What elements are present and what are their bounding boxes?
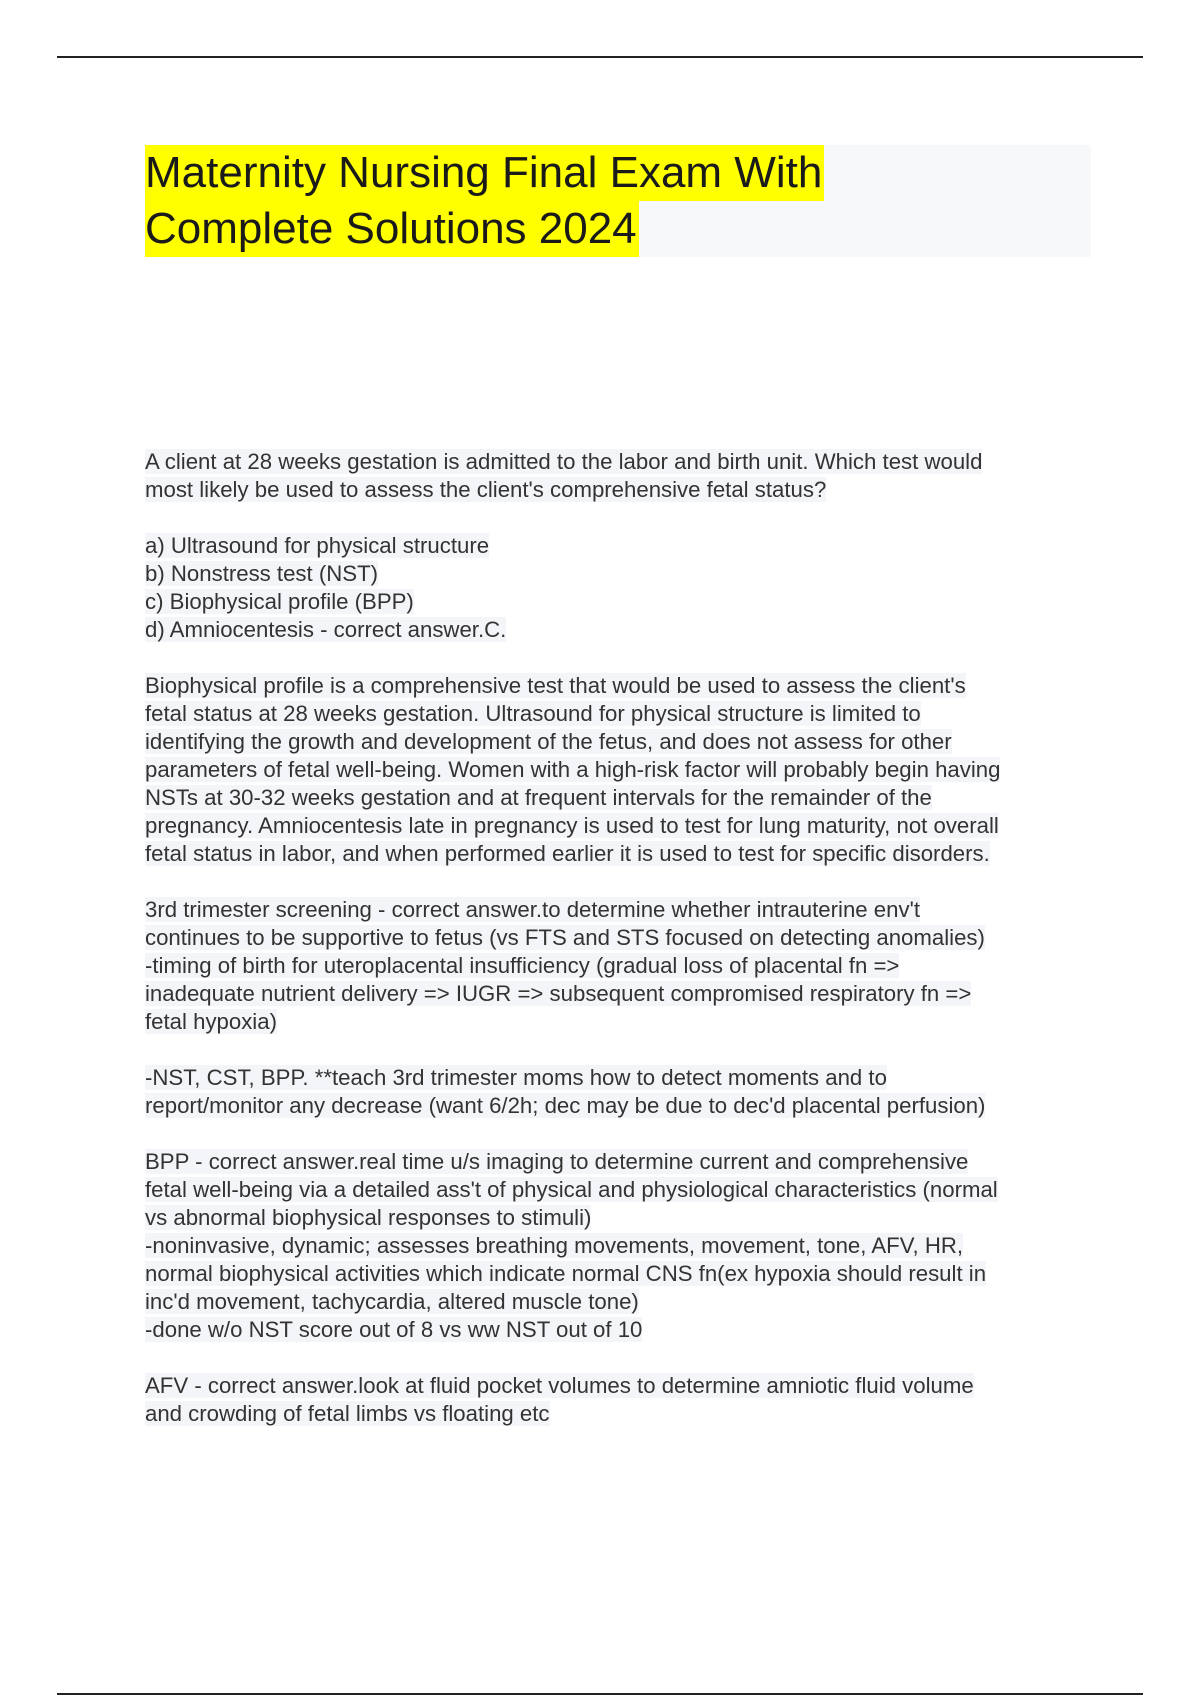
option-d: d) Amniocentesis - correct answer.C.	[145, 617, 507, 642]
answer-options	[145, 532, 1091, 644]
text-line: report/monitor any decrease (want 6/2h; dec may be due to dec'd placental perfusion)	[145, 1093, 986, 1118]
text-line: -NST, CST, BPP. **teach 3rd trimester moms how to detect moments and to	[145, 1065, 887, 1090]
text-line: fetal hypoxia)	[145, 1009, 277, 1034]
text-line: fetal well-being via a detailed ass't of physical and physiological characteristics (normal	[145, 1177, 998, 1202]
title-line-1: Maternity Nursing Final Exam With	[145, 145, 824, 201]
nst-paragraph	[145, 1064, 1091, 1120]
top-rule	[57, 56, 1143, 58]
text-line: and crowding of fetal limbs vs floating etc	[145, 1401, 550, 1426]
text-line: NSTs at 30-32 weeks gestation and at frequent intervals for the remainder of the	[145, 785, 932, 810]
title-line-2: Complete Solutions 2024	[145, 201, 639, 257]
text-line: Biophysical profile is a comprehensive test that would be used to assess the client's	[145, 673, 966, 698]
bpp-paragraph	[145, 1148, 1091, 1344]
text-line: pregnancy. Amniocentesis late in pregnancy is used to test for lung maturity, not overall	[145, 813, 999, 838]
text-line: parameters of fetal well-being. Women with a high-risk factor will probably begin having	[145, 757, 1001, 782]
document-title	[145, 145, 1091, 257]
text-line: inc'd movement, tachycardia, altered muscle tone)	[145, 1289, 639, 1314]
rationale-paragraph	[145, 672, 1091, 868]
text-line: 3rd trimester screening - correct answer.to determine whether intrauterine env't	[145, 897, 920, 922]
third-trimester-paragraph	[145, 896, 1091, 1036]
text-line: AFV - correct answer.look at fluid pocket volumes to determine amniotic fluid volume	[145, 1373, 974, 1398]
text-line: inadequate nutrient delivery => IUGR => subsequent compromised respiratory fn =>	[145, 981, 972, 1006]
option-c: c) Biophysical profile (BPP)	[145, 589, 414, 614]
question-paragraph	[145, 448, 1091, 504]
afv-paragraph	[145, 1372, 1091, 1428]
text-line: continues to be supportive to fetus (vs FTS and STS focused on detecting anomalies)	[145, 925, 985, 950]
option-a: a) Ultrasound for physical structure	[145, 533, 490, 558]
text-line: A client at 28 weeks gestation is admitted to the labor and birth unit. Which test would	[145, 449, 983, 474]
document-body	[145, 448, 1091, 1456]
text-line: vs abnormal biophysical responses to stimuli)	[145, 1205, 592, 1230]
text-line: fetal status in labor, and when performed earlier it is used to test for specific disorders.	[145, 841, 990, 866]
text-line: -done w/o NST score out of 8 vs ww NST out of 10	[145, 1317, 643, 1342]
text-line: fetal status at 28 weeks gestation. Ultrasound for physical structure is limited to	[145, 701, 921, 726]
text-line: BPP - correct answer.real time u/s imaging to determine current and comprehensive	[145, 1149, 969, 1174]
text-line: most likely be used to assess the client's comprehensive fetal status?	[145, 477, 827, 502]
text-line: identifying the growth and development of the fetus, and does not assess for other	[145, 729, 952, 754]
text-line: normal biophysical activities which indicate normal CNS fn(ex hypoxia should result in	[145, 1261, 987, 1286]
bottom-rule	[57, 1693, 1143, 1695]
option-b: b) Nonstress test (NST)	[145, 561, 379, 586]
text-line: -noninvasive, dynamic; assesses breathing movements, movement, tone, AFV, HR,	[145, 1233, 964, 1258]
text-line: -timing of birth for uteroplacental insufficiency (gradual loss of placental fn =>	[145, 953, 900, 978]
